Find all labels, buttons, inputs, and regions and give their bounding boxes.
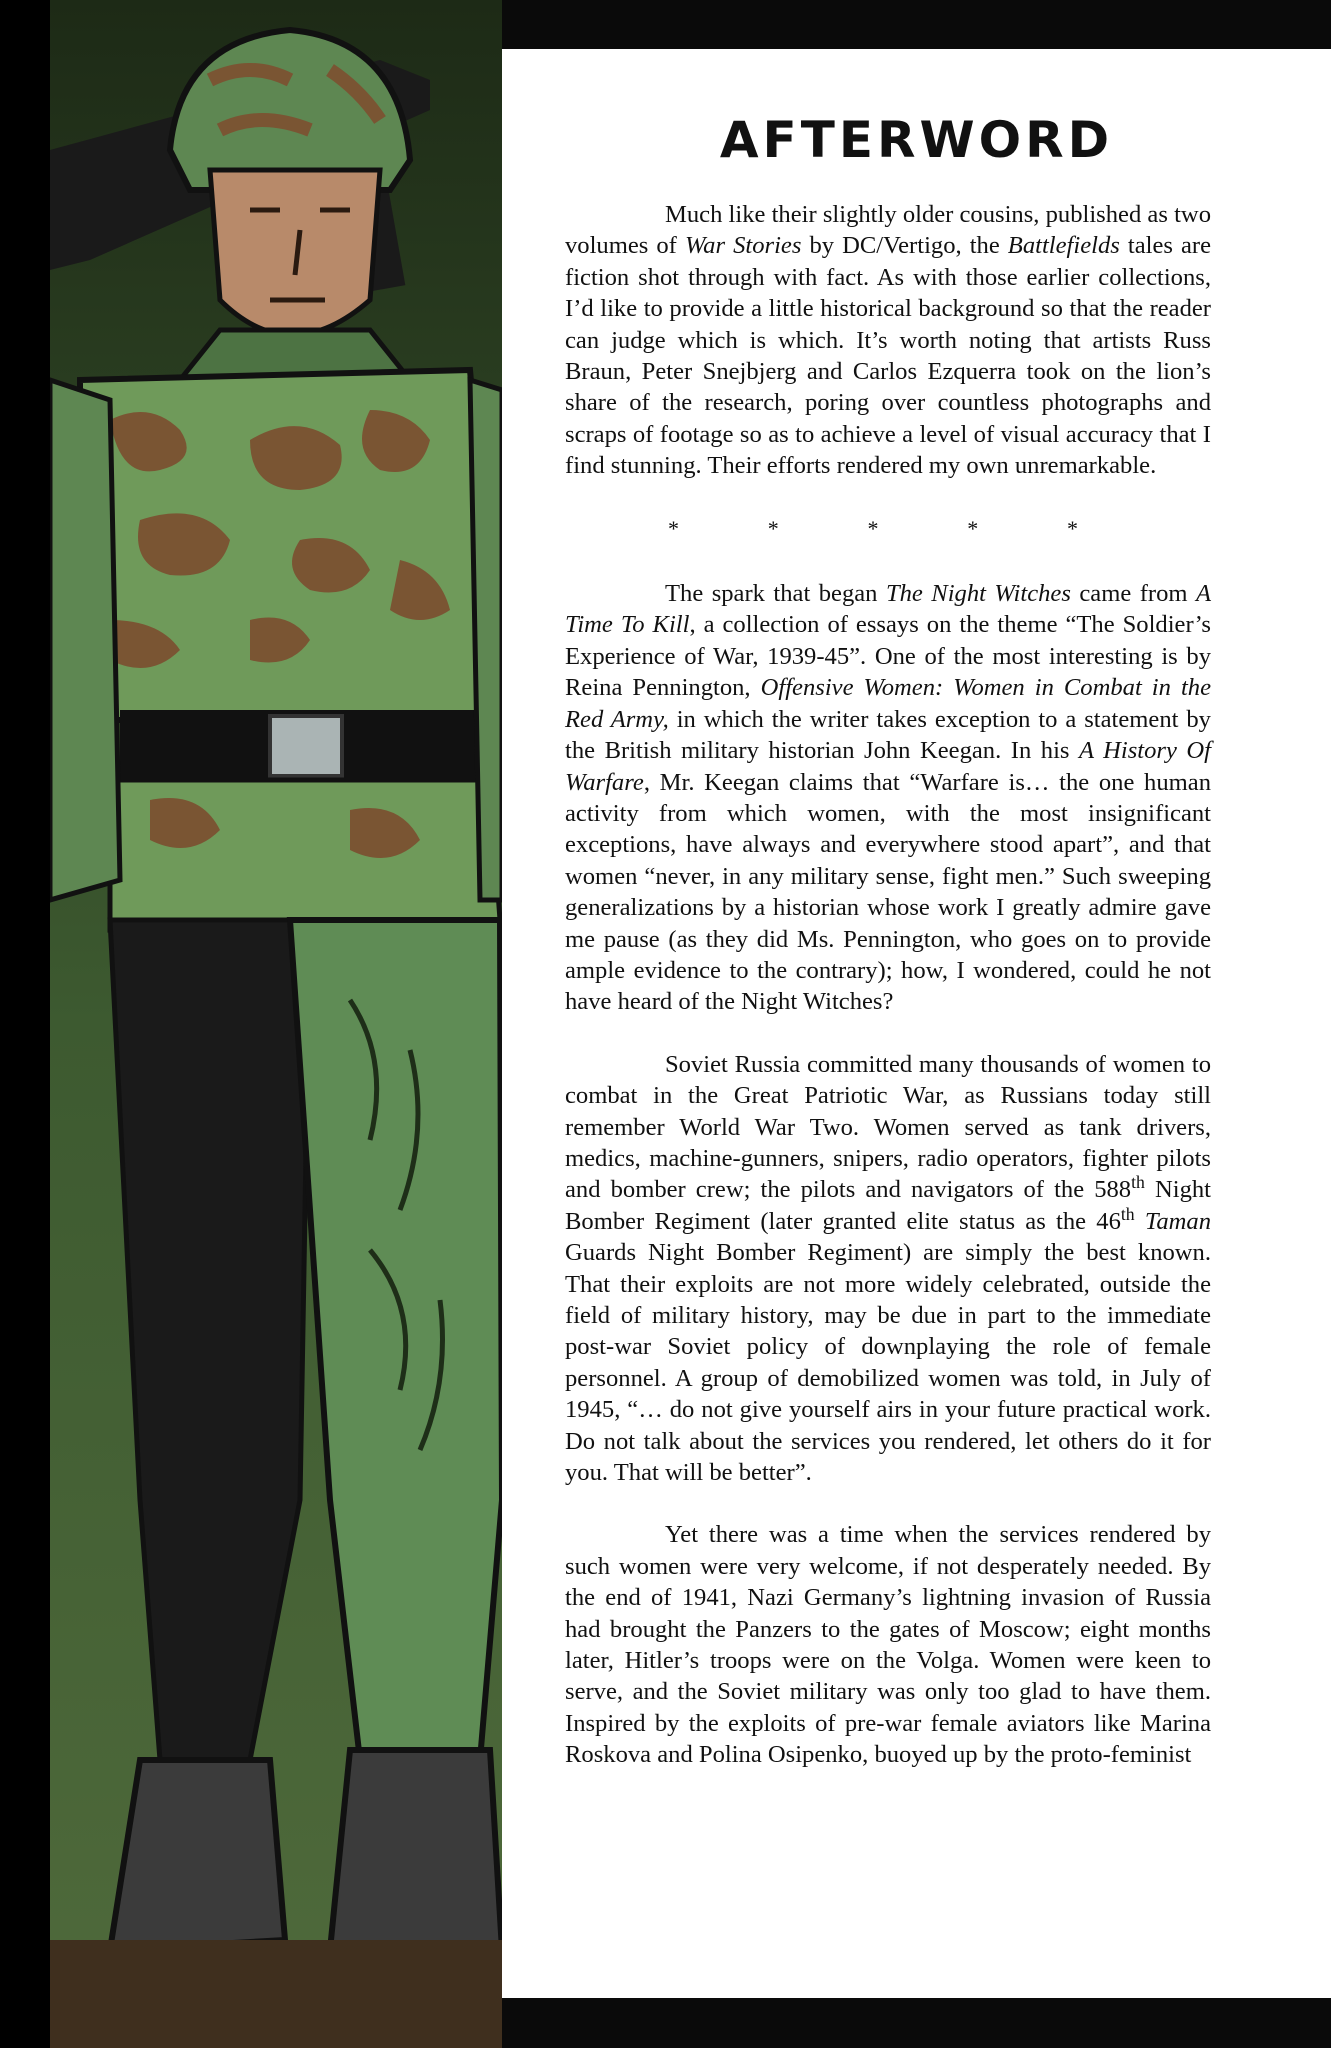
p2-text-c: came from [1070,580,1196,608]
section-separator [668,513,1078,544]
p1-italic-battlefields: Battlefields [1007,232,1120,260]
p2-text-g: in which the writer takes exception to a statement by the British military historian John Keegan. In his [565,705,1211,765]
p2-italic-history-of-warfare: A History Of Warfare [565,737,1211,796]
p3-italic-taman: Taman [1144,1207,1211,1235]
afterword-title: AFTERWORD [719,111,1114,169]
separator-star: * [1067,515,1078,541]
p1-text-c: by DC/Vertigo, the [801,232,1008,260]
soldier-illustration-icon [50,0,502,2048]
separator-star: * [967,515,979,541]
bottom-black-bar [502,1998,1331,2048]
soldier-illustration [50,0,502,2048]
p3-superscript-2: th [1120,1203,1135,1224]
p1-text-e: tales are fiction shot through with fact. As with those earlier collections, I’d like to provide a little historical background so that the reader can judge which is which. It’s worth noting that artists Russ Braun, Peter Snejbjerg and Carlos Ezquerra took on the lion’s share of the research, poring over countless photographs and scraps of footage so as to achieve a level of visual accuracy that I find stunning. Their efforts rendered my own unremarkable. [565,232,1212,480]
p2-italic-offensive-women: Offensive Women: Women in Combat in the Red Army, [565,674,1211,733]
separator-star: * [867,515,879,541]
afterword-body [565,199,1211,1802]
p3-text-c [1135,1208,1145,1235]
p2-text-e: , a collection of essays on the theme “The Soldier’s Experience of War, 1939-45”. One of the most interesting is by Reina Pennington, [565,611,1211,702]
paragraph-4: Yet there was a time when the services rendered by such women were very welcome, if not desperately needed. By the end of 1941, Nazi Germany’s lightning invasion of Russia had brought the Panzers to the gates of Moscow; eight months later, Hitler’s troops were on the Volga. Women were keen to serve, and the Soviet military was only too glad to have them. Inspired by the exploits of pre-war female aviators like Marina Roskova and Polina Osipenko, buoyed up by the proto-feminist [565,1521,1211,1769]
afterword-panel [502,49,1331,1998]
paragraph-3 [565,1049,1211,1489]
p3-text-e: Guards Night Bomber Regiment) are simply the best known. That their exploits are not more widely celebrated, outside the field of military history, may be due in part to the immediate post-war Soviet policy of downplaying the role of female personnel. A group of demobilized women was told, in July of 1945, “… do not give yourself airs in your future practical work. Do not talk about the services you rendered, let others do it for you. That will be better”. [565,1239,1211,1487]
top-black-bar [502,0,1331,49]
p1-italic-war-stories: War Stories [684,232,802,260]
p3-text-a: Soviet Russia committed many thousands of women to combat in the Great Patriotic War, as Russians today still remember World War Two. Women served as tank drivers, medics, machine-gunners, snipers, radio operators, fighter pilots and bomber crew; the pilots and navigators of the 588 [565,1050,1211,1204]
separator-star: * [767,515,779,541]
p2-text-i: , Mr. Keegan claims that “Warfare is… the one human activity from which women, with the most insignificant exceptions, have always and everywhere stood apart”, and that women “never, in any military sense, fight men.” Such sweeping generalizations by a historian whose work I greatly admire gave me pause (as they did Ms. Pennington, who goes on to provide ample evidence to the contrary); how, I wondered, could he not have heard of the Night Witches? [565,768,1211,1016]
p2-italic-night-witches: The Night Witches [885,580,1071,608]
separator-star: * [668,515,679,541]
p2-text-a: The spark that began [665,580,886,608]
p3-text-b: Night Bomber Regiment (later granted elite status as the 46 [565,1176,1211,1235]
p3-superscript-1: th [1131,1172,1145,1193]
paragraph-2 [565,578,1211,1018]
p2-italic-time-to-kill: A Time To Kill [565,580,1211,639]
paragraph-1 [565,199,1211,482]
p1-text-a: Much like their slightly older cousins, published as two volumes of [565,201,1211,260]
